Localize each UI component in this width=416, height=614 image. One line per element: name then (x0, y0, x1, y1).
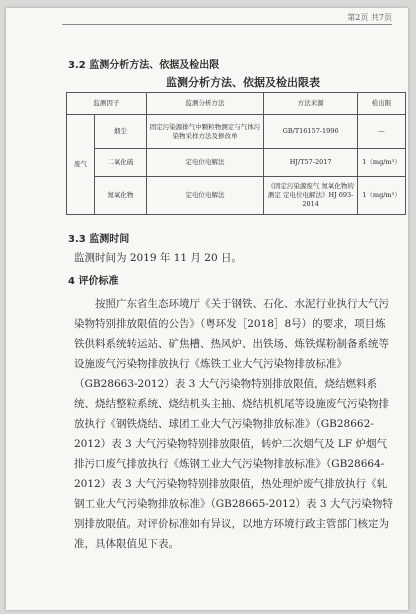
header-factor: 监测因子 (67, 93, 147, 115)
method-cell: 固定污染源排气中颗粒物测定与气体污染物采样方法及修改单 (146, 115, 264, 149)
header-limit: 检出限 (358, 93, 406, 115)
limit-cell: 1（mg/m³） (358, 149, 406, 177)
section-4-title: 4 评价标准 (68, 276, 119, 287)
method-cell: 定电位电解法 (146, 149, 264, 177)
standards-paragraph: 按照广东省生态环境厅《关于钢铁、石化、水泥行业执行大气污染物特别排放限值的公告》（粤环发［2018］8号）的要求，项目炼铁供料系统转运站、矿焦槽、热风炉、出铁场、炼铁煤粉制备系统等设施废气污染物排放执行《炼铁工业大气污染物排放标准》（GB28663-2012）表 3 大气污染物特别排放限值，烧结燃料系统、烧结整粒系统、烧结机头主抽、烧结机机尾等设施废气污染物排放执行《钢铁烧结、球团工业大气污染物排放标准》（GB28662-2012）表 3 大气污染物特别排放限值，转炉二次烟气及 LF 炉烟气排污口废气排放执行《炼钢工业大气污染物排放标准》（GB28664-2012）表 3 大气污染物特别排放限值，热处理炉废气排放执行《轧钢工业大气污染物排放标准》（GB28665-2012）表 3 大气污染物特别排放限值。对评价标准如有异议，以地方环境行政主管部门核定为准，具体限值见下表。 (74, 298, 393, 550)
factor-cell: 二氧化硫 (94, 149, 146, 177)
source-cell: HJ/T57-2017 (264, 149, 358, 177)
method-cell: 定电位电解法 (146, 177, 264, 215)
table-row (67, 177, 406, 215)
section-3-3-title: 3.3 监测时间 (68, 234, 130, 245)
limit-cell: — (358, 115, 406, 149)
header-method: 监测分析方法 (146, 93, 264, 115)
limit-cell: 1（mg/m³） (358, 177, 406, 215)
table-title: 监测分析方法、依据及检出限表 (166, 76, 320, 89)
group-cell: 废气 (67, 115, 95, 215)
header-source: 方法来源 (264, 93, 358, 115)
monitoring-time-text: 监测时间为 2019 年 11 月 20 日。 (74, 252, 242, 264)
table-row (67, 149, 406, 177)
section-title: 3.2 监测分析方法、依据及检出限 (68, 60, 220, 71)
source-cell: 《固定污染源废气 氮氧化物的测定 定电位电解法》HJ 693-2014 (264, 177, 358, 215)
header-rule (62, 24, 392, 25)
method-table (66, 92, 406, 215)
factor-cell: 氮氧化物 (94, 177, 146, 215)
table-row (67, 115, 406, 149)
document-page (6, 8, 408, 610)
table-header-row (67, 93, 406, 115)
factor-cell: 烟尘 (94, 115, 146, 149)
source-cell: GB/T16157-1996 (264, 115, 358, 149)
page-number: 第2页 共7页 (347, 13, 392, 22)
